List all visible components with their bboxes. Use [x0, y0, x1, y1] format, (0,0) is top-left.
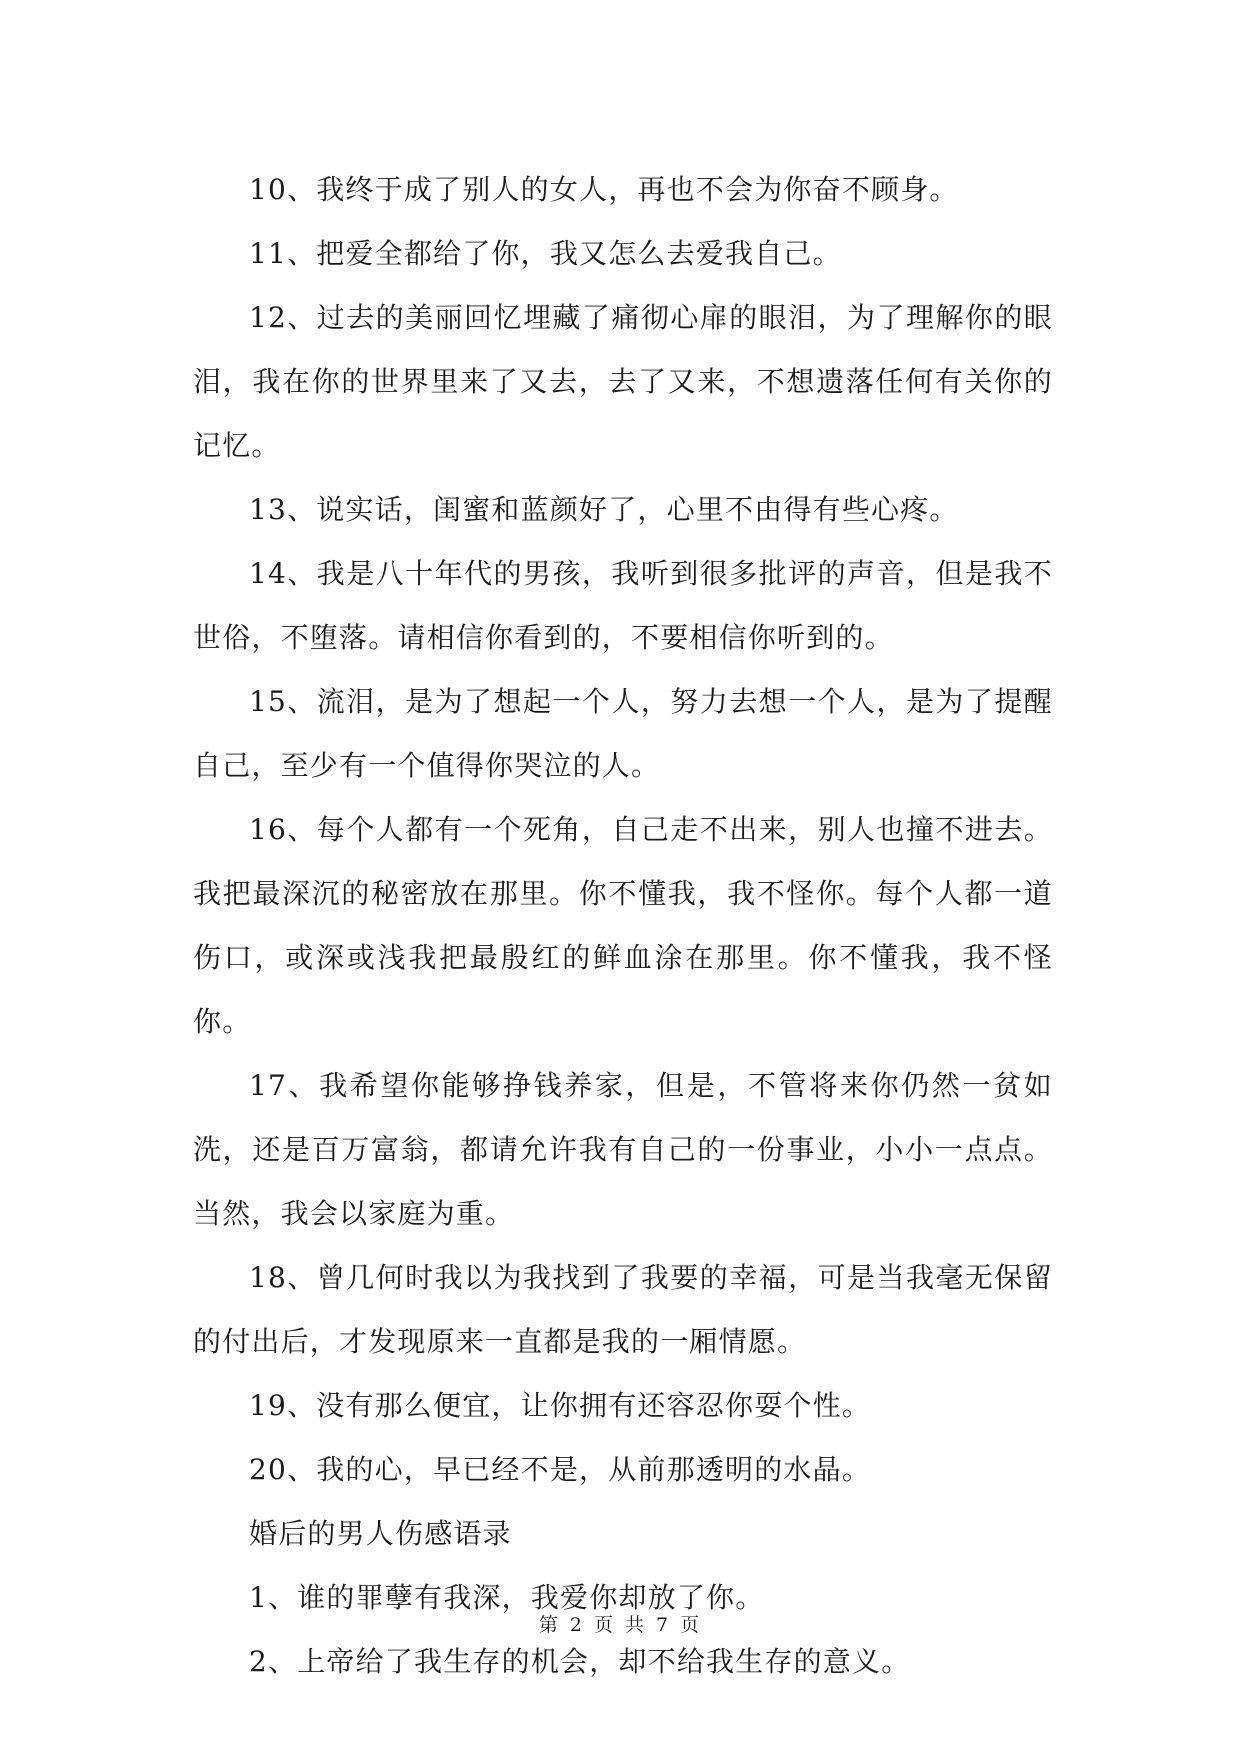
paragraph-10: 10、我终于成了别人的女人，再也不会为你奋不顾身。 [249, 173, 959, 206]
paragraph-11: 11、把爱全都给了你，我又怎么去爱我自己。 [249, 237, 842, 270]
paragraph-14: 14、我是八十年代的男孩，我听到很多批评的声音，但是我不世俗，不堕落。请相信你看到的，不要相信你听到的。 [193, 557, 1053, 654]
section-heading: 婚后的男人伤感语录 [249, 1517, 512, 1550]
paragraph-16: 16、每个人都有一个死角，自己走不出来，别人也撞不进去。我把最深沉的秘密放在那里。你不懂我，我不怪你。每个人都一道伤口，或深或浅我把最殷红的鲜血涂在那里。你不懂我，我不怪你。 [193, 813, 1053, 1038]
paragraph-1: 1、谁的罪孽有我深，我爱你却放了你。 [249, 1581, 765, 1614]
document-body [193, 158, 1053, 1694]
paragraph-19: 19、没有那么便宜，让你拥有还容忍你耍个性。 [249, 1389, 872, 1422]
page-number-footer: 第 2 页 共 7 页 [538, 1614, 703, 1636]
paragraph-18: 18、曾几何时我以为我找到了我要的幸福，可是当我毫无保留的付出后，才发现原来一直都是我的一厢情愿。 [193, 1261, 1053, 1358]
paragraph-17: 17、我希望你能够挣钱养家，但是，不管将来你仍然一贫如洗，还是百万富翁，都请允许我有自己的一份事业，小小一点点。当然，我会以家庭为重。 [193, 1069, 1053, 1230]
paragraph-15: 15、流泪，是为了想起一个人，努力去想一个人，是为了提醒自己，至少有一个值得你哭泣的人。 [193, 685, 1053, 782]
paragraph-20: 20、我的心，早已经不是，从前那透明的水晶。 [249, 1453, 872, 1486]
paragraph-13: 13、说实话，闺蜜和蓝颜好了，心里不由得有些心疼。 [249, 493, 959, 526]
paragraph-2: 2、上帝给了我生存的机会，却不给我生存的意义。 [249, 1645, 911, 1678]
paragraph-12: 12、过去的美丽回忆埋藏了痛彻心扉的眼泪，为了理解你的眼泪，我在你的世界里来了又去，去了又来，不想遗落任何有关你的记忆。 [193, 301, 1053, 462]
